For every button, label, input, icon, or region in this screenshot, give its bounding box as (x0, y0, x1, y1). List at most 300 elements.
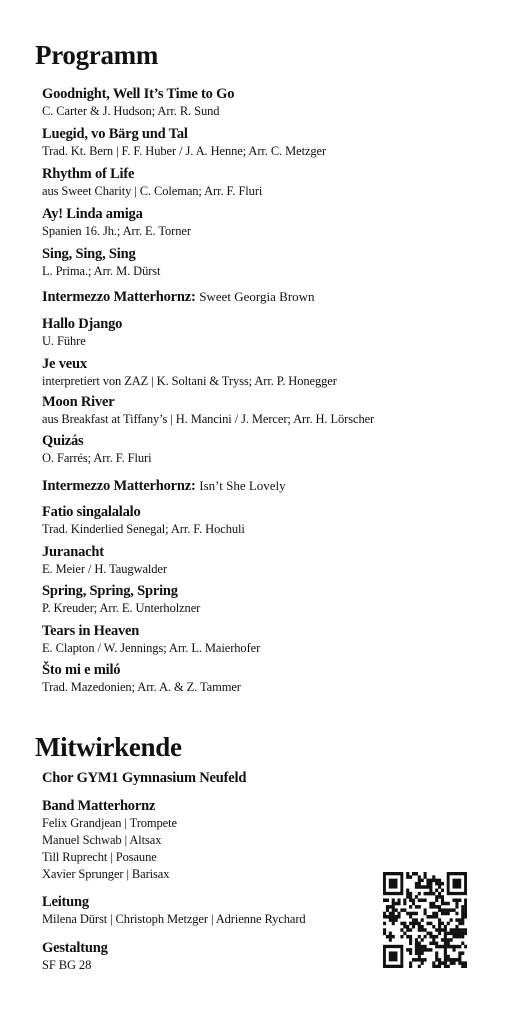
program-item (42, 166, 262, 199)
qr-module (412, 922, 415, 926)
qr-module (432, 902, 435, 906)
qr-module (438, 925, 441, 929)
qr-module (424, 928, 427, 932)
qr-module (418, 942, 421, 946)
qr-module (421, 918, 424, 922)
qr-module (435, 965, 438, 968)
qr-module (383, 912, 386, 916)
qr-module (453, 935, 456, 939)
qr-module (395, 908, 398, 912)
song-credit: aus Breakfast at Tiffany’s | H. Mancini / J. Mercer; Arr. H. Lörscher (42, 412, 375, 426)
qr-module (453, 945, 456, 949)
qr-module (426, 932, 429, 936)
qr-module (406, 892, 409, 896)
qr-module (450, 961, 453, 965)
lead-title: Leitung (42, 894, 89, 910)
qr-module (400, 908, 403, 912)
qr-module (424, 892, 427, 896)
qr-module (409, 898, 412, 902)
program-item (42, 86, 234, 119)
qr-module (447, 902, 450, 906)
qr-module (461, 918, 464, 922)
qr-module (389, 932, 392, 936)
qr-module (444, 932, 447, 936)
qr-module (415, 948, 418, 952)
lead-names: Milena Dürst | Christoph Metzger | Adrienne Rychard (42, 912, 306, 926)
qr-module (464, 965, 467, 968)
qr-module (435, 882, 438, 886)
qr-module (458, 932, 461, 936)
qr-module (409, 938, 412, 942)
qr-module (424, 908, 427, 912)
qr-module (415, 918, 418, 922)
qr-module (444, 945, 447, 949)
qr-module (438, 908, 441, 912)
qr-module (421, 961, 424, 965)
qr-module (415, 951, 418, 955)
qr-module (435, 915, 438, 919)
qr-module (441, 945, 444, 949)
qr-module (424, 885, 427, 889)
qr-module (461, 905, 464, 909)
qr-module (458, 961, 461, 965)
qr-module (418, 948, 421, 952)
qr-module (464, 905, 467, 909)
design-value: SF BG 28 (42, 958, 92, 972)
qr-module (400, 928, 403, 932)
qr-module (397, 915, 400, 919)
qr-module (409, 915, 412, 919)
qr-module (418, 922, 421, 926)
qr-module (421, 925, 424, 929)
qr-module (453, 932, 456, 936)
qr-module (461, 922, 464, 926)
qr-finder-part (389, 951, 398, 961)
program-item (42, 662, 241, 695)
qr-module (409, 875, 412, 879)
qr-module (458, 958, 461, 962)
qr-module (453, 948, 456, 952)
song-title: Rhythm of Life (42, 166, 135, 182)
song-title: Je veux (42, 356, 87, 372)
qr-module (438, 965, 441, 968)
qr-module (389, 915, 392, 919)
qr-module (447, 922, 450, 926)
qr-module (458, 945, 461, 949)
qr-module (438, 918, 441, 922)
qr-module (418, 945, 421, 949)
qr-module (421, 879, 424, 883)
song-credit: Trad. Kinderlied Senegal; Arr. F. Hochuli (42, 522, 245, 536)
qr-finder-part (453, 879, 462, 889)
qr-module (415, 942, 418, 946)
qr-module (438, 928, 441, 932)
band-title: Band Matterhornz (42, 798, 156, 814)
qr-module (409, 965, 412, 968)
qr-module (421, 951, 424, 955)
qr-module (441, 961, 444, 965)
band-member: Xavier Sprunger | Barisax (42, 867, 170, 881)
qr-module (435, 879, 438, 883)
qr-module (421, 928, 424, 932)
qr-module (392, 922, 395, 926)
qr-module (429, 902, 432, 906)
program-item (42, 394, 374, 427)
qr-module (424, 872, 427, 876)
qr-module (432, 942, 435, 946)
qr-module (409, 912, 412, 916)
qr-module (458, 898, 461, 902)
qr-module (392, 935, 395, 939)
qr-module (450, 958, 453, 962)
qr-module (461, 961, 464, 965)
qr-module (418, 882, 421, 886)
qr-module (435, 905, 438, 909)
qr-module (450, 945, 453, 949)
qr-module (458, 918, 461, 922)
qr-module (426, 915, 429, 919)
qr-finder-part (389, 879, 398, 889)
qr-module (458, 935, 461, 939)
qr-module (429, 922, 432, 926)
qr-module (418, 951, 421, 955)
song-credit: E. Clapton / W. Jennings; Arr. L. Maierhofer (42, 641, 261, 655)
song-title: Moon River (42, 394, 115, 410)
qr-module (432, 915, 435, 919)
qr-module (412, 898, 415, 902)
qr-module (429, 882, 432, 886)
qr-module (418, 885, 421, 889)
qr-module (447, 942, 450, 946)
song-title: Luegid, vo Bärg und Tal (42, 126, 188, 142)
qr-module (444, 902, 447, 906)
qr-module (461, 912, 464, 916)
qr-module (395, 915, 398, 919)
qr-module (409, 895, 412, 899)
qr-module (447, 965, 450, 968)
qr-module (400, 935, 403, 939)
qr-module (429, 935, 432, 939)
qr-module (424, 912, 427, 916)
qr-module (429, 885, 432, 889)
program-item (42, 126, 326, 159)
qr-module (461, 928, 464, 932)
qr-module (406, 889, 409, 893)
qr-module (415, 882, 418, 886)
qr-module (435, 889, 438, 893)
qr-module (421, 945, 424, 949)
qr-module (403, 898, 406, 902)
qr-module (438, 961, 441, 965)
qr-module (415, 922, 418, 926)
qr-module (415, 872, 418, 876)
qr-module (415, 895, 418, 899)
qr-module (415, 958, 418, 962)
qr-module (441, 922, 444, 926)
program-item (42, 623, 260, 656)
qr-module (441, 928, 444, 932)
qr-module (415, 938, 418, 942)
qr-module (429, 879, 432, 883)
qr-module (461, 932, 464, 936)
qr-module (464, 928, 467, 932)
qr-module (447, 912, 450, 916)
qr-module (392, 905, 395, 909)
qr-module (453, 928, 456, 932)
qr-module (438, 945, 441, 949)
program-item (42, 433, 151, 466)
qr-module (426, 882, 429, 886)
qr-module (429, 948, 432, 952)
qr-module (392, 908, 395, 912)
qr-module (461, 965, 464, 968)
qr-module (432, 961, 435, 965)
qr-module (432, 879, 435, 883)
qr-module (435, 945, 438, 949)
lead-entry (42, 894, 306, 927)
qr-module (458, 922, 461, 926)
qr-module (412, 902, 415, 906)
qr-module (392, 902, 395, 906)
qr-module (461, 951, 464, 955)
qr-module (426, 948, 429, 952)
qr-module (403, 908, 406, 912)
qr-module (432, 875, 435, 879)
qr-module (447, 938, 450, 942)
intermezzo-song: Isn’t She Lovely (199, 478, 286, 493)
design-title: Gestaltung (42, 940, 108, 956)
qr-module (383, 898, 386, 902)
qr-module (397, 898, 400, 902)
qr-module (441, 938, 444, 942)
song-credit: Spanien 16. Jh.; Arr. E. Torner (42, 224, 191, 238)
qr-module (389, 935, 392, 939)
qr-module (461, 908, 464, 912)
credits-heading: Mitwirkende (35, 732, 182, 762)
qr-module (438, 879, 441, 883)
qr-module (435, 955, 438, 959)
band-member: Felix Grandjean | Trompete (42, 816, 177, 830)
qr-module (455, 932, 458, 936)
qr-module (441, 902, 444, 906)
qr-module (464, 915, 467, 919)
qr-module (409, 951, 412, 955)
qr-module (424, 958, 427, 962)
qr-module (453, 908, 456, 912)
qr-module (418, 892, 421, 896)
qr-module (406, 872, 409, 876)
song-credit: Trad. Mazedonien; Arr. A. & Z. Tammer (42, 680, 241, 694)
qr-module (438, 932, 441, 936)
qr-module (418, 935, 421, 939)
qr-module (395, 902, 398, 906)
qr-module (421, 958, 424, 962)
qr-module (392, 912, 395, 916)
qr-module (455, 905, 458, 909)
program-item (42, 206, 191, 239)
qr-module (453, 958, 456, 962)
qr-module (455, 925, 458, 929)
qr-module (429, 932, 432, 936)
qr-module (412, 958, 415, 962)
qr-module (426, 885, 429, 889)
qr-module (455, 958, 458, 962)
qr-module (400, 922, 403, 926)
qr-module (415, 885, 418, 889)
program-item (42, 504, 245, 537)
qr-module (424, 898, 427, 902)
qr-module (406, 895, 409, 899)
qr-module (438, 892, 441, 896)
qr-module (415, 945, 418, 949)
qr-module (403, 902, 406, 906)
song-title: Sing, Sing, Sing (42, 246, 136, 262)
qr-module (418, 879, 421, 883)
qr-module (406, 928, 409, 932)
song-credit: O. Farrés; Arr. F. Fluri (42, 451, 152, 465)
qr-module (453, 961, 456, 965)
qr-module (409, 928, 412, 932)
qr-module (455, 945, 458, 949)
qr-module (444, 951, 447, 955)
qr-code-icon[interactable] (383, 872, 467, 968)
qr-module (429, 915, 432, 919)
qr-module (432, 965, 435, 968)
qr-module (438, 922, 441, 926)
qr-module (464, 912, 467, 916)
qr-module (441, 882, 444, 886)
qr-module (444, 925, 447, 929)
qr-module (432, 935, 435, 939)
intermezzo (42, 477, 286, 495)
qr-module (392, 918, 395, 922)
song-credit: aus Sweet Charity | C. Coleman; Arr. F. Fluri (42, 184, 263, 198)
qr-module (412, 925, 415, 929)
qr-module (426, 892, 429, 896)
song-title: Spring, Spring, Spring (42, 583, 178, 599)
qr-module (447, 955, 450, 959)
qr-module (421, 948, 424, 952)
qr-module (386, 935, 389, 939)
qr-module (455, 902, 458, 906)
qr-module (409, 892, 412, 896)
qr-module (406, 912, 409, 916)
qr-module (444, 955, 447, 959)
qr-module (447, 908, 450, 912)
qr-module (432, 912, 435, 916)
qr-module (406, 935, 409, 939)
qr-module (432, 925, 435, 929)
qr-module (418, 875, 421, 879)
qr-module (435, 951, 438, 955)
qr-module (438, 905, 441, 909)
qr-module (444, 938, 447, 942)
qr-module (409, 905, 412, 909)
qr-module (409, 948, 412, 952)
qr-module (458, 955, 461, 959)
qr-module (406, 875, 409, 879)
band-member: Manuel Schwab | Altsax (42, 833, 162, 847)
qr-module (438, 885, 441, 889)
qr-module (444, 908, 447, 912)
qr-module (438, 882, 441, 886)
design-entry (42, 940, 108, 973)
song-title: Fatio singalalalo (42, 504, 141, 520)
qr-module (418, 955, 421, 959)
qr-module (444, 961, 447, 965)
qr-module (403, 922, 406, 926)
qr-module (435, 912, 438, 916)
qr-module (464, 902, 467, 906)
qr-module (435, 958, 438, 962)
qr-module (450, 908, 453, 912)
intermezzo-label: Intermezzo Matterhornz: (42, 478, 196, 494)
qr-module (415, 905, 418, 909)
qr-module (444, 958, 447, 962)
qr-module (383, 932, 386, 936)
qr-module (441, 898, 444, 902)
qr-module (418, 928, 421, 932)
qr-module (418, 905, 421, 909)
qr-module (461, 915, 464, 919)
song-title: Juranacht (42, 544, 104, 560)
qr-module (418, 965, 421, 968)
qr-module (455, 935, 458, 939)
intermezzo-song: Sweet Georgia Brown (199, 289, 315, 304)
qr-module (444, 928, 447, 932)
qr-module (444, 965, 447, 968)
qr-module (386, 908, 389, 912)
qr-module (435, 935, 438, 939)
qr-module (429, 889, 432, 893)
program-item (42, 356, 337, 389)
qr-module (389, 912, 392, 916)
qr-module (438, 895, 441, 899)
qr-module (450, 938, 453, 942)
qr-module (421, 938, 424, 942)
song-credit: interpretiert von ZAZ | K. Soltani & Tryss; Arr. P. Honegger (42, 374, 337, 388)
qr-module (409, 942, 412, 946)
qr-module (389, 918, 392, 922)
qr-module (441, 895, 444, 899)
band-entry (42, 798, 177, 883)
qr-module (412, 912, 415, 916)
qr-module (438, 958, 441, 962)
qr-module (392, 898, 395, 902)
song-credit: L. Prima.; Arr. M. Dürst (42, 264, 161, 278)
qr-module (389, 938, 392, 942)
qr-module (386, 898, 389, 902)
qr-module (432, 905, 435, 909)
qr-module (409, 922, 412, 926)
song-title: Hallo Django (42, 316, 123, 332)
qr-module (406, 948, 409, 952)
qr-module (412, 872, 415, 876)
song-credit: U. Führe (42, 334, 86, 348)
qr-module (424, 945, 427, 949)
qr-module (461, 935, 464, 939)
program-item (42, 316, 122, 349)
qr-module (444, 935, 447, 939)
intermezzo (42, 288, 315, 306)
qr-module (455, 898, 458, 902)
song-credit: E. Meier / H. Taugwalder (42, 562, 167, 576)
qr-module (447, 932, 450, 936)
song-credit: Trad. Kt. Bern | F. F. Huber / J. A. Henne; Arr. C. Metzger (42, 144, 327, 158)
qr-module (386, 905, 389, 909)
qr-module (383, 928, 386, 932)
qr-module (406, 925, 409, 929)
